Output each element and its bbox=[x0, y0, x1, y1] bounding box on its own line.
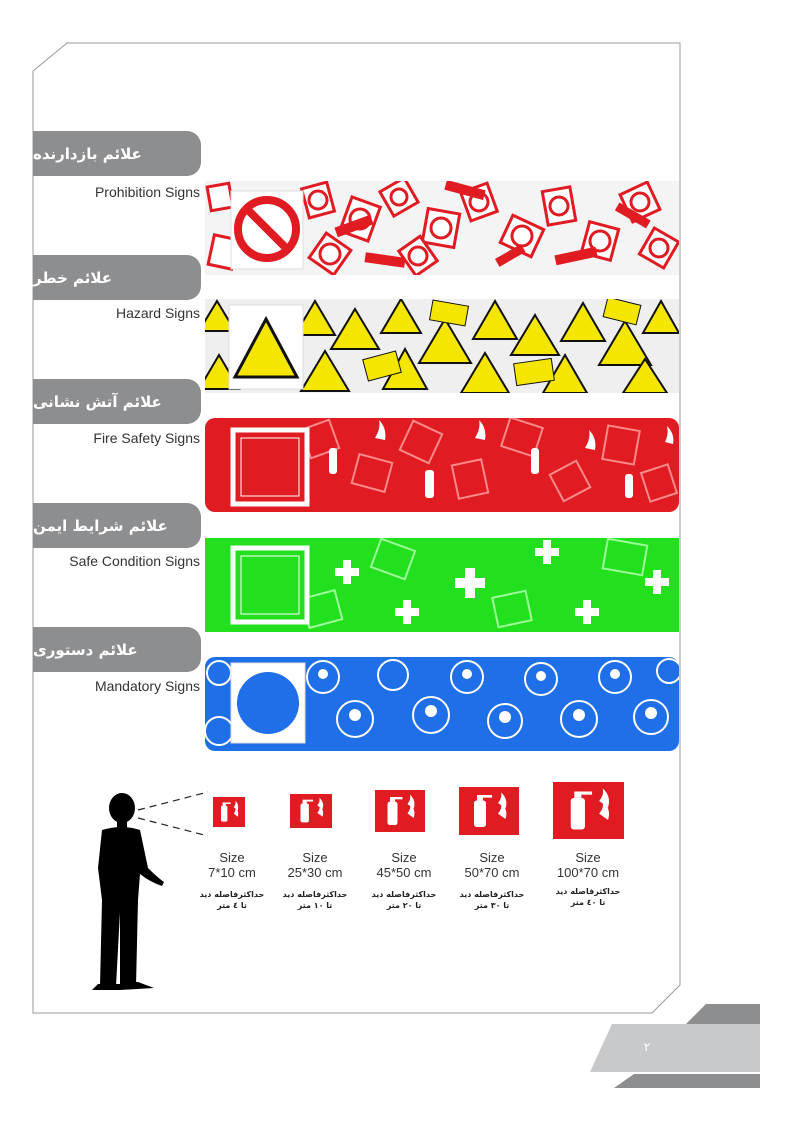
fire-extinguisher-sign-50x70 bbox=[459, 787, 519, 835]
distance-line1: حداکثرفاصله دید bbox=[459, 890, 525, 899]
prohibition-signs-banner bbox=[205, 181, 679, 275]
size-label-50x70 bbox=[442, 850, 542, 880]
fire-extinguisher-sign-45x50 bbox=[375, 790, 425, 832]
distance-label-45x50 bbox=[354, 889, 454, 911]
size-label-100x70 bbox=[538, 850, 638, 880]
category-tab-prohibition bbox=[33, 131, 201, 176]
blue-circle-icon bbox=[231, 663, 305, 743]
safe-condition-mosaic bbox=[205, 538, 679, 632]
distance-line2: تا ٤٠ متر bbox=[570, 898, 606, 907]
red-square-icon bbox=[233, 430, 307, 504]
category-title-en: Prohibition Signs bbox=[94, 184, 200, 200]
category-title-fa: علائم شرایط ایمن bbox=[33, 516, 168, 535]
fire-extinguisher-sign-25x30 bbox=[290, 794, 332, 828]
distance-line1: حداکثرفاصله دید bbox=[282, 890, 348, 899]
distance-line1: حداکثرفاصله دید bbox=[371, 890, 437, 899]
category-tab-safe-condition bbox=[33, 503, 201, 548]
size-word: Size bbox=[219, 850, 245, 865]
category-title-en: Safe Condition Signs bbox=[69, 553, 200, 569]
category-tab-fire-safety bbox=[33, 379, 201, 424]
fire-extinguisher-icon bbox=[553, 782, 624, 839]
fire-extinguisher-icon bbox=[459, 787, 519, 835]
distance-line2: تا ٤ متر bbox=[217, 901, 247, 910]
prohibition-circle-icon bbox=[231, 191, 303, 269]
size-word: Size bbox=[479, 850, 505, 865]
category-title-en: Fire Safety Signs bbox=[93, 430, 200, 446]
category-title-fa: علائم دستوری bbox=[33, 640, 138, 659]
distance-line2: تا ٢٠ متر bbox=[386, 901, 422, 910]
fire-extinguisher-sign-100x70 bbox=[553, 782, 624, 839]
distance-line2: تا ١٠ متر bbox=[297, 901, 333, 910]
category-tab-hazard bbox=[33, 255, 201, 300]
warning-triangle-icon bbox=[229, 305, 303, 389]
category-title-fa: علائم بازدارنده bbox=[33, 144, 142, 163]
distance-line1: حداکثرفاصله دید bbox=[555, 887, 621, 896]
distance-label-100x70 bbox=[538, 886, 638, 908]
page-number: ٢ bbox=[643, 1040, 651, 1054]
mandatory-signs-banner bbox=[205, 657, 679, 751]
green-square-icon bbox=[233, 548, 307, 622]
distance-line2: تا ٣٠ متر bbox=[474, 901, 510, 910]
category-title-fa: علائم خطر bbox=[33, 268, 113, 287]
size-word: Size bbox=[391, 850, 417, 865]
footer-decoration bbox=[590, 1002, 762, 1090]
distance-label-50x70 bbox=[442, 889, 542, 911]
size-value: 25*30 cm bbox=[287, 865, 343, 880]
size-value: 50*70 cm bbox=[464, 865, 520, 880]
category-title-en: Mandatory Signs bbox=[94, 678, 200, 694]
distance-line1: حداکثرفاصله دید bbox=[199, 890, 265, 899]
prohibition-mosaic bbox=[205, 181, 679, 275]
fire-extinguisher-sign-7x10 bbox=[213, 797, 245, 827]
fire-safety-mosaic bbox=[205, 418, 679, 512]
category-tab-mandatory bbox=[33, 627, 201, 672]
size-label-45x50 bbox=[354, 850, 454, 880]
category-title-fa: علائم آتش نشانی bbox=[33, 392, 162, 411]
hazard-mosaic bbox=[205, 299, 679, 393]
fire-safety-signs-banner bbox=[205, 418, 679, 512]
fire-extinguisher-icon bbox=[213, 797, 245, 827]
size-value: 100*70 cm bbox=[556, 865, 620, 880]
category-title-en: Hazard Signs bbox=[115, 305, 200, 321]
safe-condition-signs-banner bbox=[205, 538, 679, 632]
fire-extinguisher-icon bbox=[290, 794, 332, 828]
size-value: 7*10 cm bbox=[208, 865, 256, 880]
hazard-signs-banner bbox=[205, 299, 679, 393]
mandatory-mosaic bbox=[205, 657, 679, 751]
fire-extinguisher-icon bbox=[375, 790, 425, 832]
size-value: 45*50 cm bbox=[376, 865, 432, 880]
size-word: Size bbox=[575, 850, 601, 865]
distance-label-25x30 bbox=[265, 889, 365, 911]
size-label-25x30 bbox=[265, 850, 365, 880]
size-word: Size bbox=[302, 850, 328, 865]
